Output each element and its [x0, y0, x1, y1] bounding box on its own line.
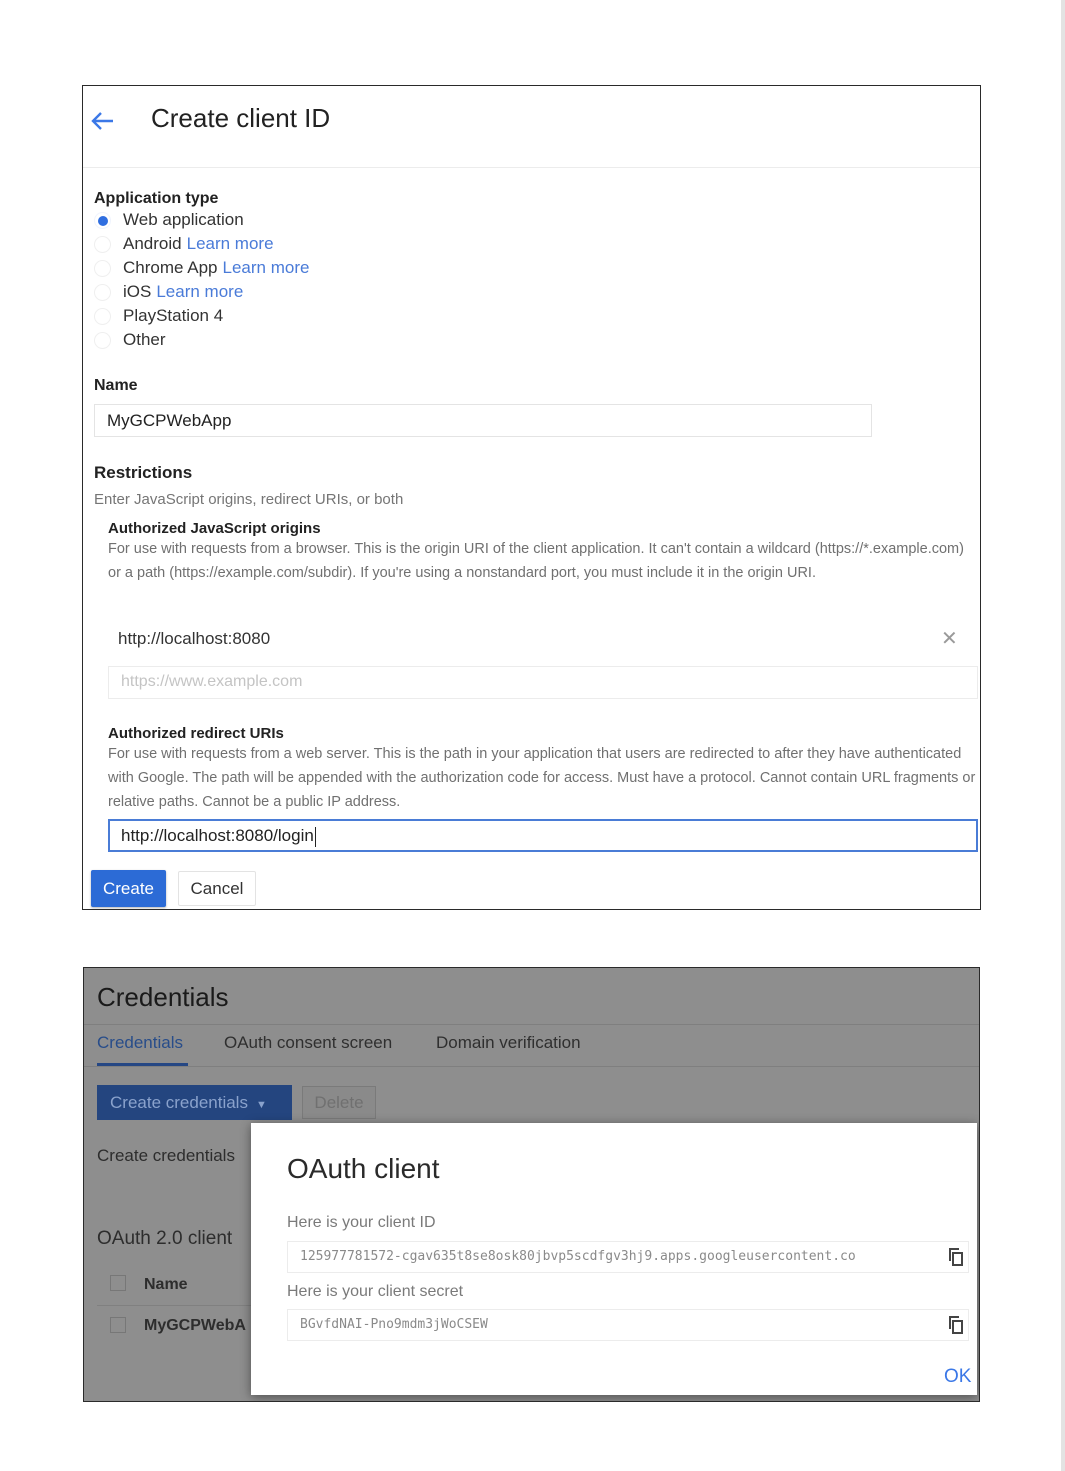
create-button[interactable]: Create	[91, 870, 166, 907]
back-arrow-icon[interactable]	[87, 106, 117, 136]
select-all-checkbox[interactable]	[110, 1275, 126, 1291]
js-origins-description: For use with requests from a browser. This is the origin URI of the client application. It can't contain a wildcard (https://*.example.com) or a path (https://example.com/subdir). If you're using a nonstandard port, you must include it in the origin URI.	[108, 541, 964, 581]
redirect-uri-input[interactable]	[108, 819, 978, 852]
name-label: Name	[94, 377, 138, 394]
js-origins-label: Authorized JavaScript origins	[108, 520, 321, 537]
credentials-title: Credentials	[97, 982, 229, 1012]
application-type-label: Application type	[94, 190, 219, 207]
radio-label: Other	[123, 330, 166, 349]
close-icon[interactable]: ✕	[941, 628, 958, 650]
create-credentials-button[interactable]	[97, 1085, 292, 1120]
radio-chrome-app[interactable]	[94, 257, 309, 279]
radio-button[interactable]	[94, 308, 111, 325]
row-checkbox[interactable]	[110, 1317, 126, 1333]
client-row-name[interactable]: MyGCPWebA	[144, 1317, 246, 1334]
radio-button[interactable]	[94, 284, 111, 301]
radio-ios[interactable]	[94, 281, 243, 303]
redirect-uri-value: http://localhost:8080/login	[121, 826, 314, 845]
radio-label: Android	[123, 234, 182, 253]
restrictions-label: Restrictions	[94, 463, 193, 482]
tab-oauth-consent-screen[interactable]: OAuth consent screen	[224, 1033, 393, 1052]
name-column-header: Name	[144, 1276, 188, 1293]
js-origin-entry[interactable]: http://localhost:8080	[118, 629, 271, 648]
divider	[97, 1305, 267, 1306]
divider	[84, 1024, 979, 1025]
ok-button[interactable]: OK	[944, 1366, 972, 1387]
radio-button[interactable]	[94, 260, 111, 277]
create-credentials-label: Create credentials	[110, 1092, 248, 1112]
text-caret	[315, 827, 316, 847]
client-id-label: Here is your client ID	[287, 1214, 436, 1231]
radio-label: PlayStation 4	[123, 306, 224, 325]
create-client-id-panel	[82, 85, 981, 910]
radio-other[interactable]	[94, 329, 166, 351]
tab-domain-verification[interactable]: Domain verification	[436, 1033, 581, 1052]
delete-button[interactable]: Delete	[302, 1086, 376, 1119]
radio-label: Chrome App	[123, 258, 218, 277]
create-credentials-text: Create credentials	[97, 1146, 235, 1165]
copy-icon[interactable]	[946, 1315, 966, 1335]
name-input[interactable]: MyGCPWebApp	[94, 404, 872, 437]
copy-icon[interactable]	[946, 1247, 966, 1267]
radio-button[interactable]	[94, 332, 111, 349]
radio-button[interactable]	[94, 212, 111, 229]
learn-more-link[interactable]: Learn more	[222, 258, 310, 277]
dropdown-caret-icon: ▼	[255, 1098, 267, 1111]
redirect-uris-description: For use with requests from a web server. This is the path in your application that users are redirected to after they have authenticated with Google. The path will be appended with the authorization code for access. Must have a protocol. Cannot contain URL fragments or relative paths. Cannot be a public IP address.	[108, 746, 976, 810]
client-secret-label: Here is your client secret	[287, 1283, 464, 1300]
radio-label: iOS	[123, 282, 152, 301]
redirect-uris-label: Authorized redirect URIs	[108, 725, 284, 742]
learn-more-link[interactable]: Learn more	[156, 282, 244, 301]
restrictions-hint: Enter JavaScript origins, redirect URIs, or both	[94, 491, 404, 508]
oauth-client-dialog	[251, 1123, 977, 1395]
client-secret-field[interactable]: BGvfdNAI-Pno9mdm3jWoCSEW	[287, 1309, 969, 1341]
js-origin-input[interactable]: https://www.example.com	[108, 666, 978, 699]
page-title: Create client ID	[151, 103, 331, 133]
page-scroll-rail	[1061, 0, 1065, 1471]
client-id-field[interactable]: 125977781572-cgav635t8se8osk80jbvp5scdfgv3hj9.apps.googleusercontent.co	[287, 1241, 969, 1273]
radio-android[interactable]	[94, 233, 274, 255]
radio-web-application[interactable]	[94, 209, 244, 231]
tab-credentials[interactable]: Credentials	[97, 1033, 183, 1052]
cancel-button[interactable]: Cancel	[178, 871, 256, 906]
dialog-title: OAuth client	[287, 1153, 440, 1184]
oauth-section-heading: OAuth 2.0 client	[97, 1228, 233, 1249]
learn-more-link[interactable]: Learn more	[186, 234, 274, 253]
divider	[84, 1066, 979, 1067]
radio-label: Web application	[123, 210, 244, 229]
credentials-panel	[83, 967, 980, 1402]
radio-button[interactable]	[94, 236, 111, 253]
radio-playstation-4[interactable]	[94, 305, 223, 327]
panel-header	[83, 86, 980, 168]
